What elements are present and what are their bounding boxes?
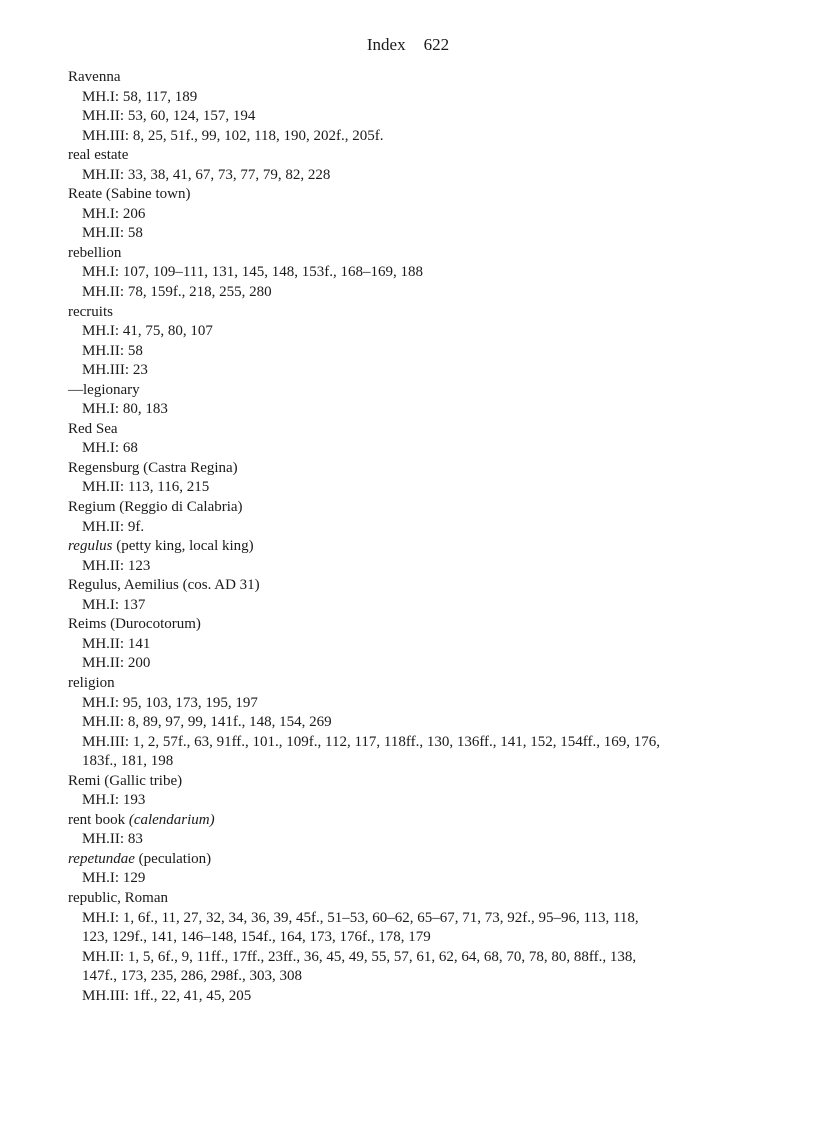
entry-locator: MH.I: 107, 109–111, 131, 145, 148, 153f., 168–169, 188 <box>82 264 423 281</box>
entry-heading: Regulus, Aemilius (cos. AD 31) <box>68 577 260 594</box>
entry-locator: MH.II: 33, 38, 41, 67, 73, 77, 79, 82, 228 <box>82 166 331 183</box>
index-entry <box>68 498 758 537</box>
entry-heading: Reate (Sabine town) <box>68 186 191 203</box>
entry-heading: republic, Roman <box>68 889 168 906</box>
entry-heading: —legionary <box>68 381 140 398</box>
entry-locator-continued: 183f., 181, 198 <box>82 753 174 770</box>
entry-heading-term: regulus <box>68 538 113 555</box>
entry-locator: MH.I: 68 <box>82 440 138 457</box>
entry-locator: MH.III: 1ff., 22, 41, 45, 205 <box>82 987 252 1004</box>
index-body <box>68 68 758 1006</box>
entry-locator: MH.II: 53, 60, 124, 157, 194 <box>82 108 256 125</box>
entry-locator: MH.III: 8, 25, 51f., 99, 102, 118, 190, 202f., 205f. <box>82 127 384 144</box>
entry-locator: MH.II: 141 <box>82 635 151 652</box>
entry-locator-continued: 123, 129f., 141, 146–148, 154f., 164, 173, 176f., 178, 179 <box>82 929 431 946</box>
entry-heading <box>68 537 758 557</box>
entry-heading: religion <box>68 674 115 691</box>
entry-heading: rebellion <box>68 244 122 261</box>
entry-locator: MH.II: 58 <box>82 342 143 359</box>
entry-locator: MH.II: 78, 159f., 218, 255, 280 <box>82 284 272 301</box>
index-entry <box>68 146 758 185</box>
index-entry <box>68 889 758 1006</box>
entry-locator: MH.III: 1, 2, 57f., 63, 91ff., 101., 109f., 112, 117, 118ff., 130, 136ff., 141, 152, 154ff., 169, 176, <box>82 733 661 750</box>
entry-heading: Remi (Gallic tribe) <box>68 772 183 789</box>
index-entry <box>68 185 758 244</box>
index-entry <box>68 615 758 674</box>
entry-locator: MH.I: 1, 6f., 11, 27, 32, 34, 36, 39, 45f., 51–53, 60–62, 65–67, 71, 73, 92f., 95–96, 113, 118, <box>82 909 639 926</box>
entry-heading: Reims (Durocotorum) <box>68 616 201 633</box>
index-entry <box>68 576 758 615</box>
index-entry <box>68 381 758 420</box>
entry-heading: Ravenna <box>68 69 121 85</box>
index-entry <box>68 537 758 576</box>
entry-heading-gloss: (petty king, local king) <box>112 538 254 555</box>
entry-locator: MH.I: 206 <box>82 205 146 222</box>
entry-locator: MH.II: 1, 5, 6f., 9, 11ff., 17ff., 23ff., 36, 45, 49, 55, 57, 61, 62, 64, 68, 70, 78, 80, 88ff., 138, <box>82 948 637 965</box>
entry-locator: MH.I: 137 <box>82 596 146 613</box>
entry-locator: MH.III: 23 <box>82 362 148 379</box>
index-entry <box>68 674 758 772</box>
entry-locator: MH.II: 113, 116, 215 <box>82 479 210 496</box>
entry-locator: MH.I: 193 <box>82 792 146 809</box>
entry-heading-term: rent book <box>68 811 129 828</box>
entry-heading-term: repetundae <box>68 850 135 867</box>
entry-heading <box>68 850 758 870</box>
entry-heading: recruits <box>68 303 113 320</box>
index-entry <box>68 303 758 381</box>
entry-heading-gloss: (calendarium) <box>128 811 215 828</box>
page-number: 622 <box>423 35 450 54</box>
page-title: Index <box>366 35 406 54</box>
entry-heading: real estate <box>68 147 129 164</box>
index-entry <box>68 772 758 811</box>
index-entry <box>68 244 758 303</box>
entry-locator: MH.II: 8, 89, 97, 99, 141f., 148, 154, 269 <box>82 714 332 731</box>
entry-locator: MH.I: 41, 75, 80, 107 <box>82 323 213 340</box>
entry-locator: MH.II: 200 <box>82 655 151 672</box>
entry-locator: MH.I: 95, 103, 173, 195, 197 <box>82 694 258 711</box>
entry-locator: MH.I: 129 <box>82 870 146 887</box>
entry-locator: MH.II: 83 <box>82 831 143 848</box>
entry-heading: Regensburg (Castra Regina) <box>68 459 238 476</box>
index-entry <box>68 459 758 498</box>
index-entry <box>68 68 758 146</box>
entry-locator: MH.II: 9f. <box>82 518 145 535</box>
entry-heading: Red Sea <box>68 420 118 437</box>
entry-locator-continued: 147f., 173, 235, 286, 298f., 303, 308 <box>82 968 302 985</box>
running-head <box>0 35 816 55</box>
index-entry <box>68 811 758 850</box>
entry-locator: MH.II: 123 <box>82 557 151 574</box>
entry-locator: MH.I: 58, 117, 189 <box>82 88 198 105</box>
entry-locator: MH.II: 58 <box>82 225 143 242</box>
entry-heading: Regium (Reggio di Calabria) <box>68 499 243 516</box>
entry-heading <box>68 811 758 831</box>
entry-heading-gloss: (peculation) <box>134 850 212 867</box>
entry-locator: MH.I: 80, 183 <box>82 401 168 418</box>
index-entry <box>68 420 758 459</box>
index-entry <box>68 850 758 889</box>
